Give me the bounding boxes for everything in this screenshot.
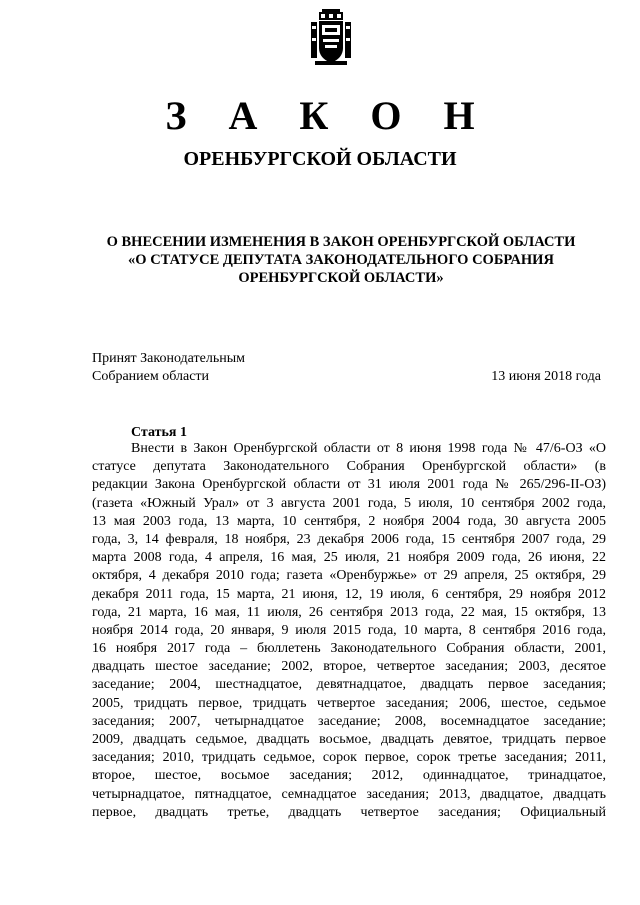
article-line: года, 21 марта, 16 мая, 11 июля, 26 сентября 2013 года, 22 мая, 15 октября, 13 [92, 604, 606, 620]
article-line: 13 мая 2003 года, 13 марта, 10 сентября, 2 ноября 2004 года, 30 августа 2005 [92, 513, 606, 529]
article-line: года, 3, 14 февраля, 18 ноября, 23 декабря 2006 года, 15 сентября 2007 года, 29 [92, 531, 606, 547]
law-name-line: ОРЕНБУРГСКОЙ ОБЛАСТИ» [238, 270, 444, 286]
article-line: марта 2008 года, 4 апреля, 16 мая, 25 июля, 21 ноября 2009 года, 26 июня, 22 [92, 550, 606, 566]
article-heading: Статья 1 [131, 425, 187, 440]
article-line: второе, шестое, восьмое заседания; 2012, одиннадцатое, тринадцатое, [92, 768, 606, 784]
article-line: 16 ноября 2017 года – бюллетень Законодательного Собрания области, 2001, [92, 641, 606, 657]
law-name-line: «О СТАТУСЕ ДЕПУТАТА ЗАКОНОДАТЕЛЬНОГО СОБРАНИЯ [128, 252, 554, 268]
article-line: ноября 2014 года, 20 января, 9 июля 2015 года, 10 марта, 8 сентября 2016 года, [92, 622, 606, 638]
orenburg-coat-of-arms-icon [311, 8, 351, 66]
adoption-date: 13 июня 2018 года [491, 369, 601, 384]
law-name [60, 233, 622, 287]
article-line: четырнадцатое, пятнадцатое, семнадцатое заседания; 2013, двадцатое, двадцать [92, 786, 606, 802]
article-line: заседания; 2007, четырнадцатое заседание; 2008, восемнадцатое заседание; [92, 713, 606, 729]
article-line: Внести в Закон Оренбургской области от 8 июня 1998 года № 47/6-ОЗ «О [131, 441, 606, 456]
article-line: 2009, двадцать седьмое, двадцать восьмое, двадцать девятое, тридцать первое [92, 732, 606, 747]
article-line: декабря 2011 года, 15 марта, 21 июня, 12, 19 июля, 6 сентября, 29 ноября 2012 [92, 586, 606, 602]
article-line: двадцать шестое заседание; 2002, второе, четвертое заседания; 2003, десятое [92, 659, 606, 675]
law-name-line: О ВНЕСЕНИИ ИЗМЕНЕНИЯ В ЗАКОН ОРЕНБУРГСКОЙ ОБЛАСТИ [106, 234, 576, 250]
adoption-line-2: Собранием области [92, 369, 210, 384]
law-region: ОРЕНБУРГСКОЙ ОБЛАСТИ [183, 148, 457, 170]
adoption-line-1: Принят Законодательным [92, 351, 245, 366]
law-title: З А К О Н [165, 93, 491, 138]
article-line: заседание; 2004, шестнадцатое, девятнадцатое, двадцать первое заседания; [92, 677, 606, 693]
article-line: (газета «Южный Урал» от 3 августа 2001 года, 5 июля, 10 сентября 2002 года, [92, 495, 606, 511]
article-line: 2005, тридцать первое, тридцать четвертое заседания; 2006, шестое, седьмое [92, 695, 606, 711]
article-line: октября, 4 декабря 2010 года; газета «Оренбуржье» от 29 апреля, 25 октября, 29 [92, 568, 606, 584]
article-body [92, 440, 606, 822]
article-line: первое, двадцать третье, двадцать четвертое заседания; Официальный [92, 804, 606, 820]
article-line: заседания; 2010, тридцать седьмое, сорок первое, сорок третье заседания; 2011, [92, 750, 606, 766]
article-line: статусе депутата Законодательного Собрания Оренбургской области» (в [92, 459, 606, 475]
article-line: редакции Закона Оренбургской области от 31 июля 2001 года № 265/296-II-ОЗ) [92, 477, 606, 493]
adoption-body [92, 350, 245, 386]
